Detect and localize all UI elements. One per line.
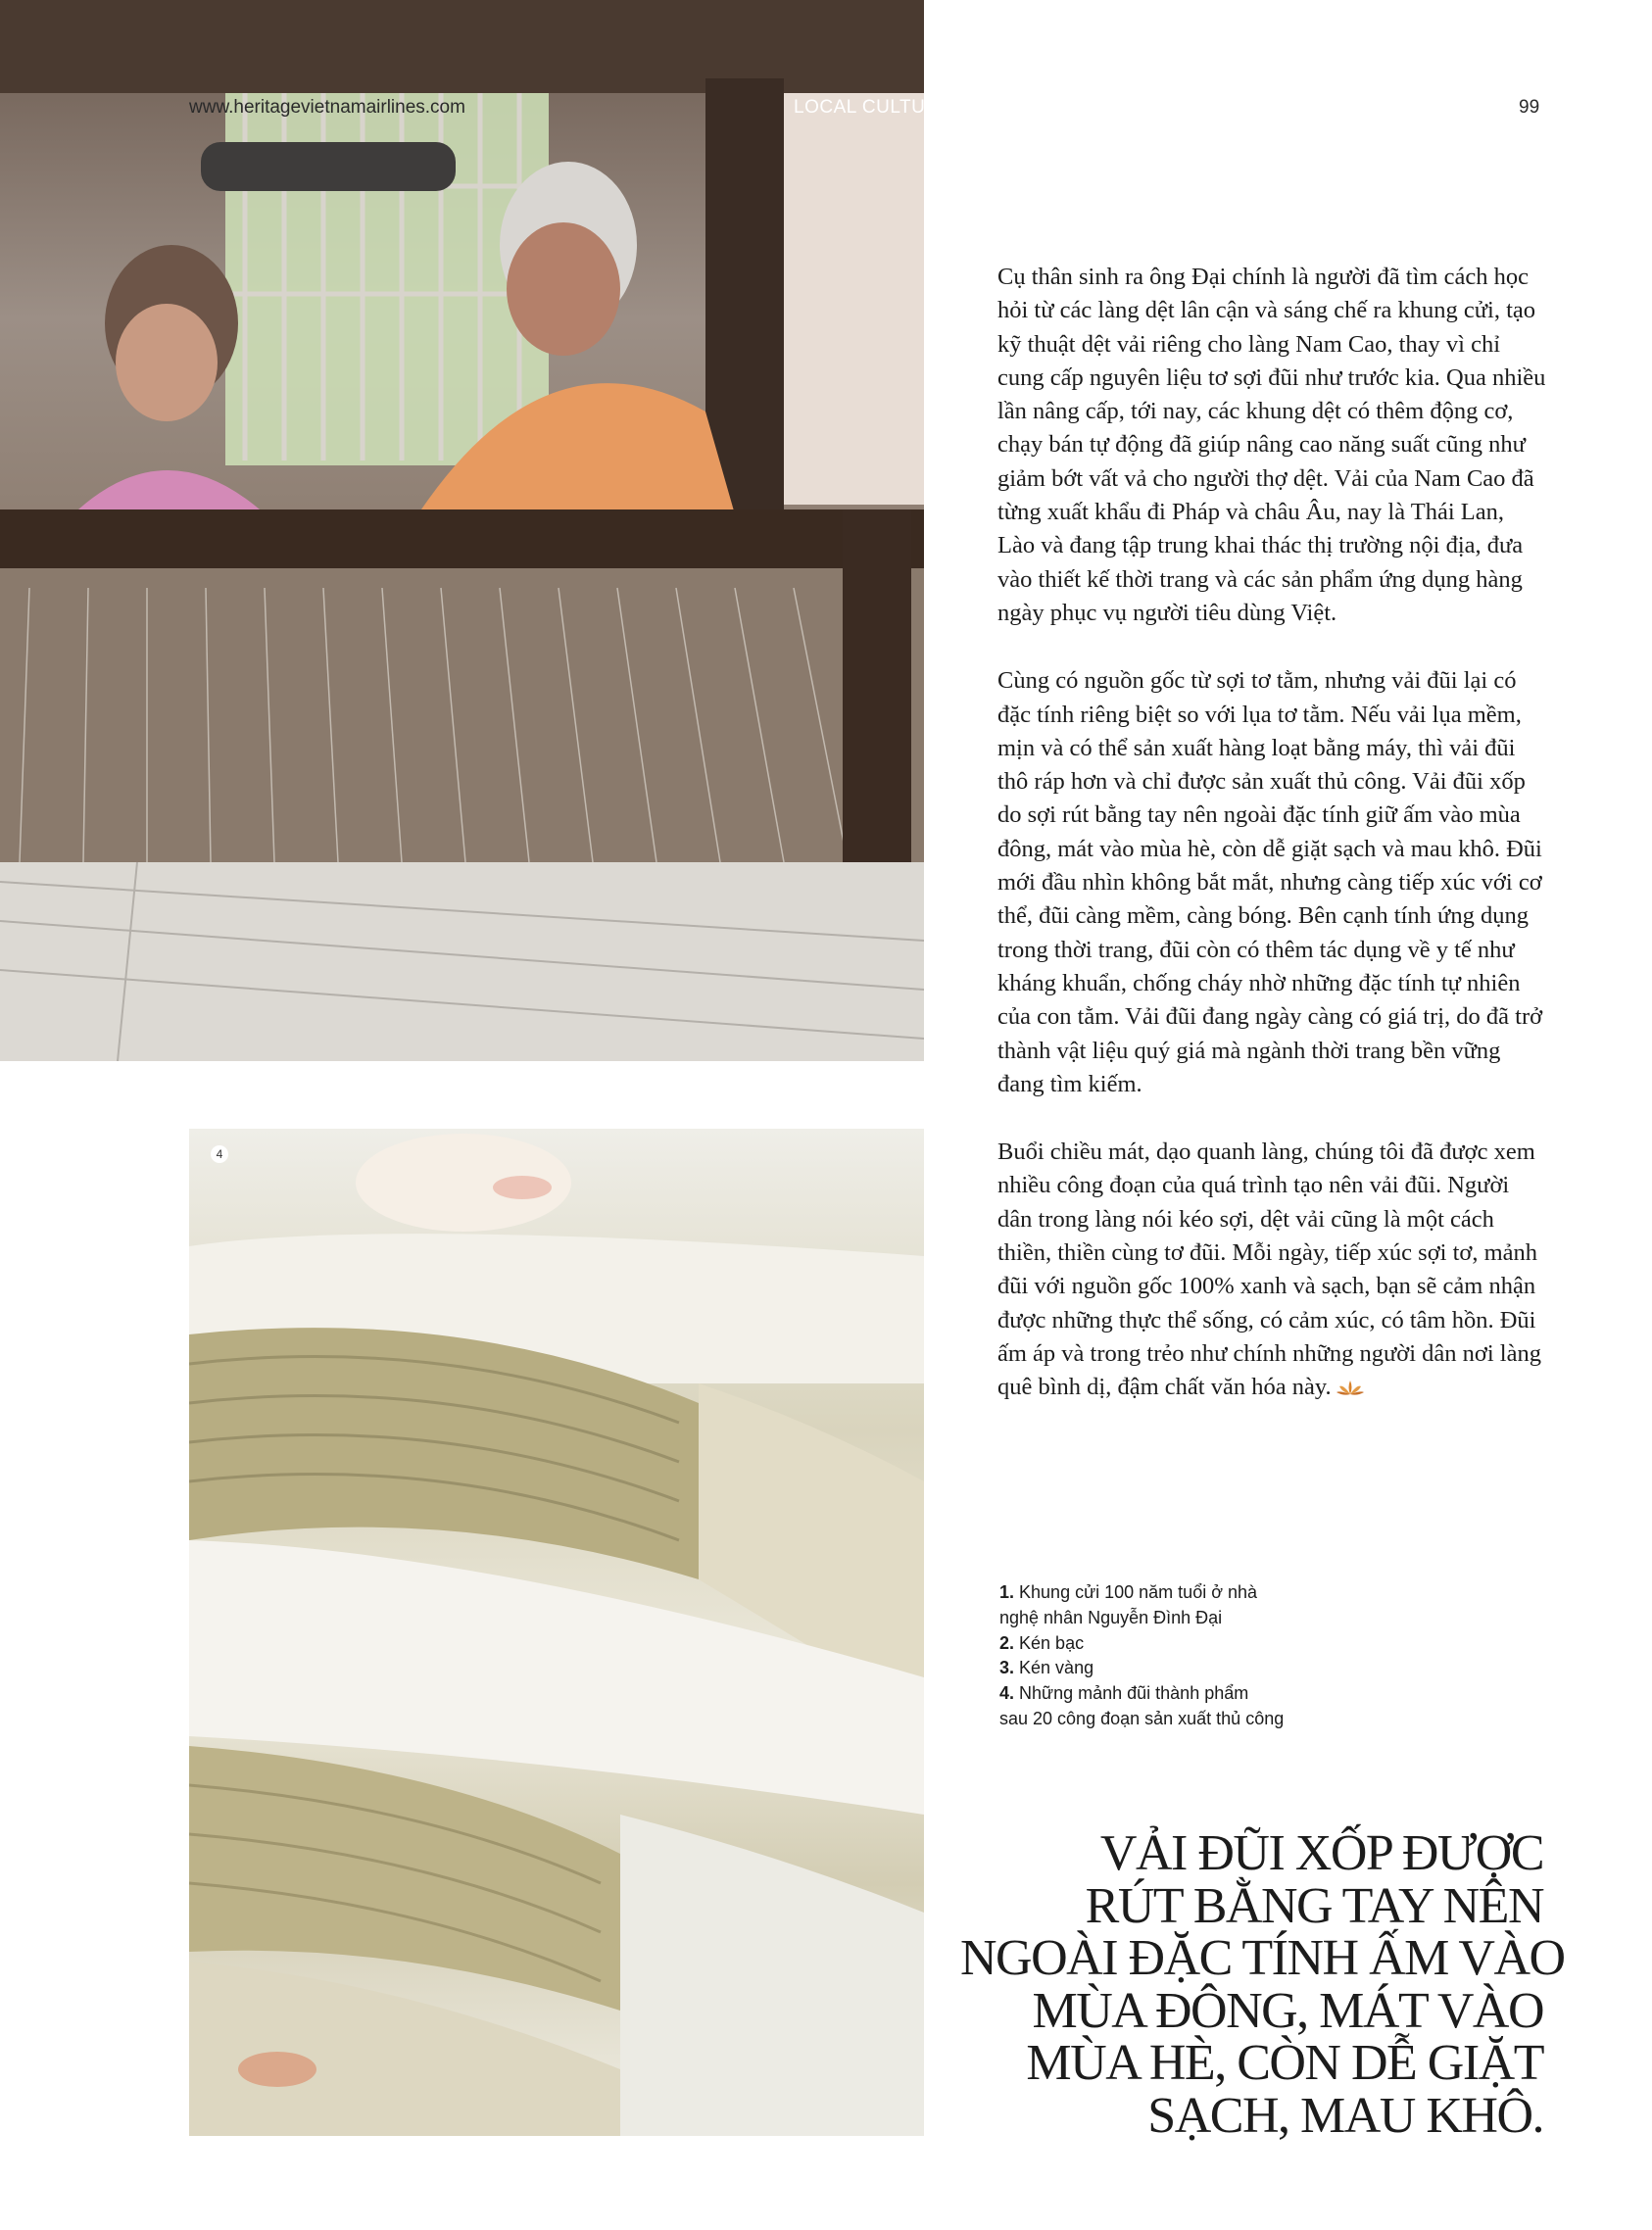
fabric-photo xyxy=(189,1129,924,2136)
pull-quote-line: NGOÀI ĐẶC TÍNH ẤM VÀO xyxy=(960,1930,1565,1986)
photo-number-badge: 4 xyxy=(211,1145,228,1163)
photo-captions xyxy=(999,1580,1333,1732)
loom-photo xyxy=(0,0,924,1061)
caption-number: 2. xyxy=(999,1632,1015,1653)
body-paragraph xyxy=(997,1136,1546,1404)
caption-line xyxy=(999,1681,1333,1707)
pull-quote-line: RÚT BẰNG TAY NÊN xyxy=(1085,1877,1543,1934)
header-website-url: www.heritagevietnamairlines.com xyxy=(189,97,465,118)
caption-number: 1. xyxy=(999,1582,1015,1602)
article-body xyxy=(997,261,1546,1439)
caption-text: Kén vàng xyxy=(1019,1658,1094,1678)
page-number: 99 xyxy=(1519,97,1540,118)
pull-quote-line: SẠCH, MAU KHÔ. xyxy=(1147,2087,1543,2144)
header-section-title: LOCAL CULTURE xyxy=(794,97,952,118)
pull-quote-line: MÙA HÈ, CÒN DỄ GIẶT xyxy=(1026,2035,1543,2091)
caption-text: Kén bạc xyxy=(1019,1632,1085,1653)
caption-line xyxy=(999,1631,1333,1657)
body-paragraph-text: Buổi chiều mát, dạo quanh làng, chúng tôi đã được xem nhiều công đoạn của quá trình tạo nên vải đũi. Người dân trong làng nói kéo sợi, dệt vải cũng là một cách thiền, thiền cùng tơ đũi. Mỗi ngày, tiếp xúc sợi tơ, mảnh đũi với nguồn gốc 100% xanh và sạch, bạn sẽ cảm nhận được những thực thể sống, có cảm xúc, có tâm hồn. Đũi ấm áp và trong trẻo như chính những người dân nơi làng quê bình dị, đậm chất văn hóa này. xyxy=(997,1139,1541,1401)
body-paragraph: Cùng có nguồn gốc từ sợi tơ tằm, nhưng vải đũi lại có đặc tính riêng biệt so với lụa tơ tằm. Nếu vải lụa mềm, mịn và có thể sản xuất hàng loạt bằng máy, thì vải đũi thô ráp hơn và chỉ được sản xuất thủ công. Vải đũi xốp do sợi rút bằng tay nên ngoài đặc tính giữ ấm vào mùa đông, mát vào mùa hè, còn dễ giặt sạch và mau khô. Đũi mới đầu nhìn không bắt mắt, nhưng càng tiếp xúc với cơ thể, đũi càng mềm, càng bóng. Bên cạnh tính ứng dụng trong thời trang, đũi còn có thêm tác dụng về y tế như kháng khuẩn, chống cháy nhờ những đặc tính tự nhiên của con tằm. Vải đũi đang ngày càng có giá trị, do đã trở thành vật liệu quý giá mà ngành thời trang bền vững đang tìm kiếm. xyxy=(997,667,1543,1097)
pull-quote-line: MÙA ĐÔNG, MÁT VÀO xyxy=(1032,1982,1543,2039)
caption-line: sau 20 công đoạn sản xuất thủ công xyxy=(999,1708,1285,1728)
lotus-end-mark-icon xyxy=(1336,1379,1365,1396)
pull-quote-line: VẢI ĐŨI XỐP ĐƯỢC xyxy=(1099,1825,1543,1881)
caption-line xyxy=(999,1580,1333,1606)
caption-line xyxy=(999,1656,1333,1681)
pull-quote xyxy=(960,1825,1565,2144)
loom-illustration xyxy=(0,0,924,1061)
caption-text: Những mảnh đũi thành phẩm xyxy=(1019,1683,1249,1704)
body-paragraph: Cụ thân sinh ra ông Đại chính là người đã tìm cách học hỏi từ các làng dệt lân cận và sáng chế ra khung cửi, tạo kỹ thuật dệt vải riêng cho làng Nam Cao, thay vì chỉ cung cấp nguyên liệu tơ sợi đũi như trước kia. Qua nhiều lần nâng cấp, tới nay, các khung dệt có thêm động cơ, chạy bán tự động đã giúp nâng cao năng suất cũng như giảm bớt vất vả cho người thợ dệt. Vải của Nam Cao đã từng xuất khẩu đi Pháp và châu Âu, nay là Thái Lan, Lào và đang tập trung khai thác thị trường nội địa, đưa vào thiết kế thời trang và các sản phẩm ứng dụng hàng ngày phục vụ người tiêu dùng Việt. xyxy=(997,264,1546,626)
caption-number: 4. xyxy=(999,1683,1015,1704)
caption-line: nghệ nhân Nguyễn Đình Đại xyxy=(999,1607,1223,1627)
caption-text: Khung cửi 100 năm tuổi ở nhà xyxy=(1019,1582,1258,1602)
fabric-stack-illustration xyxy=(189,1129,924,2136)
caption-number: 3. xyxy=(999,1658,1015,1678)
